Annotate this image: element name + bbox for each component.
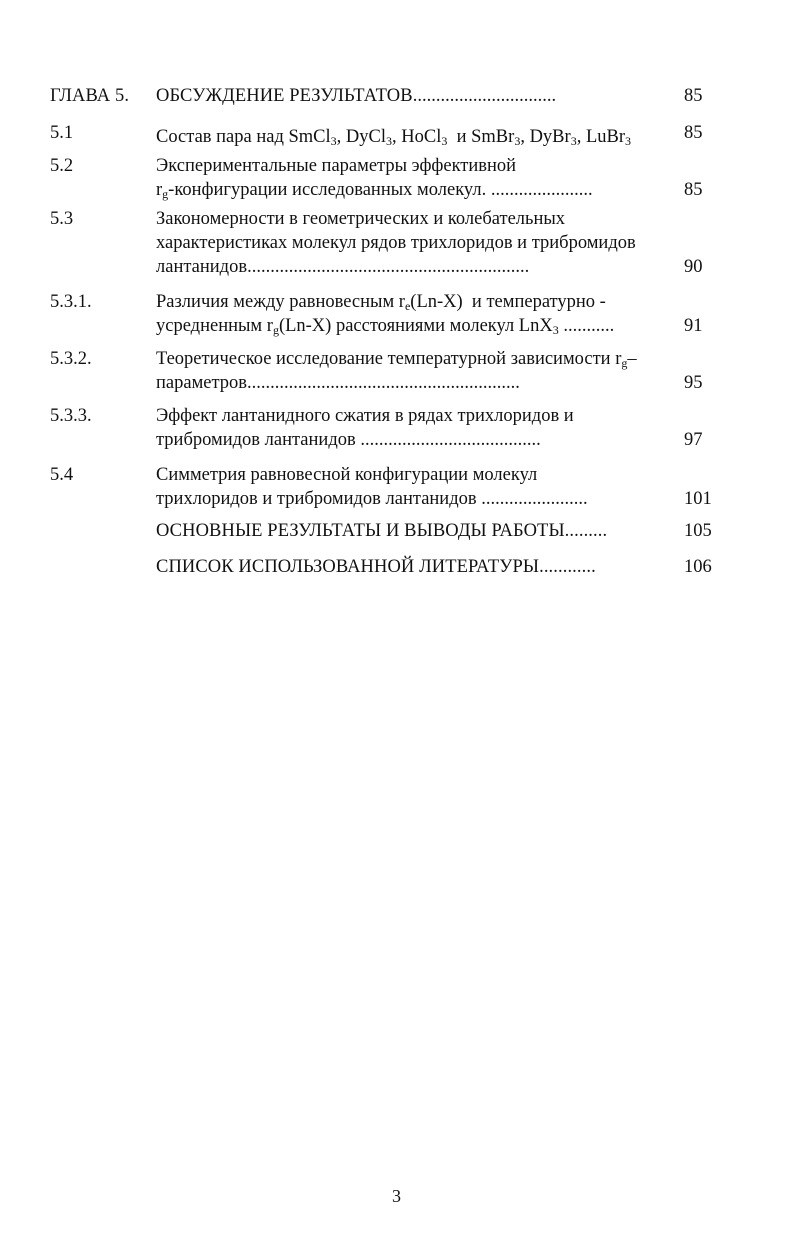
toc-entry-5-1: [50, 121, 750, 149]
toc-entry-number: 5.3: [50, 209, 74, 229]
toc-entry-5-3-1: [50, 290, 750, 338]
toc-entry-5-2: [50, 154, 750, 202]
toc-entry-5-4: [50, 463, 750, 511]
toc-entry-number: 5.3.1.: [50, 292, 92, 312]
toc-entry-title: [156, 84, 666, 108]
title-text: r: [156, 180, 163, 200]
title-text: , LuBr: [576, 127, 625, 147]
title-text: Теоретическое исследование температурной зависимости r: [156, 349, 622, 369]
toc-entry-results: [50, 519, 750, 543]
toc-entry-page: 85: [684, 86, 703, 106]
toc-entry-5-3-3: [50, 404, 750, 452]
toc-entry-5-3: [50, 207, 750, 279]
toc-entry-title: [156, 519, 666, 543]
page-number: 3: [392, 1186, 401, 1206]
toc-entry-number: 5.1: [50, 123, 74, 143]
toc-entry-page: 97: [684, 430, 703, 450]
toc-entry-number: ГЛАВА 5.: [50, 86, 130, 106]
title-text: , DyCl: [336, 127, 386, 147]
toc-entry-literature: [50, 555, 750, 579]
toc-entry-page: 90: [684, 257, 703, 277]
toc-entry-page: 95: [684, 373, 703, 393]
title-line: СПИСОК ИСПОЛЬЗОВАННОЙ ЛИТЕРАТУРЫ............: [156, 557, 596, 577]
subscript: 3: [330, 134, 337, 148]
title-line: трихлоридов и трибромидов лантанидов .......................: [156, 489, 588, 509]
title-text: Различия между равновесным r: [156, 292, 405, 312]
dot-leader: ...............................: [412, 86, 557, 106]
title-line: Симметрия равновесной конфигурации молекул: [156, 465, 538, 485]
subscript: 3: [386, 134, 392, 148]
toc-entry-title: [156, 347, 666, 395]
toc-entry-title: [156, 463, 666, 511]
toc-entry-title: [156, 207, 666, 279]
title-text: , HoCl: [392, 127, 442, 147]
title-text: , DyBr: [520, 127, 571, 147]
chapter-title: ОБСУЖДЕНИЕ РЕЗУЛЬТАТОВ: [156, 86, 413, 106]
title-line: Закономерности в геометрических и колебательных: [156, 209, 566, 229]
toc-entry-title: [156, 555, 666, 579]
toc-entry-number: [50, 555, 156, 579]
subscript: 3: [514, 134, 521, 148]
title-text: (Ln-X) расстояниями молекул LnX: [278, 316, 553, 336]
toc-entry-title: [156, 404, 666, 452]
toc-entry-page: 85: [684, 180, 703, 200]
subscript: 3: [625, 134, 631, 148]
subscript: g: [162, 187, 169, 201]
toc-entry-number: [50, 519, 156, 543]
toc-entry-number: 5.3.2.: [50, 349, 92, 369]
title-line: характеристиках молекул рядов трихлоридов и трибромидов: [156, 233, 636, 253]
toc-entry-5-3-2: [50, 347, 750, 395]
subscript: g: [272, 323, 279, 337]
title-text: –: [627, 349, 637, 369]
toc-entry-page: 101: [684, 489, 712, 509]
title-line: трибромидов лантанидов .......................................: [156, 430, 541, 450]
title-line: ОСНОВНЫЕ РЕЗУЛЬТАТЫ И ВЫВОДЫ РАБОТЫ.........: [156, 521, 608, 541]
subscript: g: [621, 356, 628, 370]
subscript: 3: [441, 134, 448, 148]
toc-entry-page: 106: [684, 557, 712, 577]
toc-entry-title: [156, 154, 666, 202]
toc-entry-title: [156, 121, 666, 149]
subscript: e: [404, 299, 411, 313]
toc-entry-number: 5.2: [50, 156, 74, 176]
title-text: -конфигурации исследованных молекул. ......................: [168, 180, 593, 200]
title-line: лантанидов.............................................................: [156, 257, 530, 277]
toc-entry-page: 91: [684, 316, 703, 336]
toc-entry-number: 5.4: [50, 465, 74, 485]
subscript: 3: [552, 323, 559, 337]
title-text: усредненным r: [156, 316, 273, 336]
title-line: Эффект лантанидного сжатия в рядах трихлоридов и: [156, 406, 574, 426]
title-line: параметров...........................................................: [156, 373, 520, 393]
subscript: 3: [570, 134, 577, 148]
title-text: и SmBr: [447, 127, 515, 147]
toc-entry-title: [156, 290, 666, 338]
table-of-contents: [50, 84, 750, 579]
toc-entry-page: 85: [684, 123, 703, 143]
toc-entry-chapter-5: [50, 84, 750, 108]
toc-entry-page: 105: [684, 521, 712, 541]
title-text: Состав пара над SmCl: [156, 127, 331, 147]
title-line: Экспериментальные параметры эффективной: [156, 156, 517, 176]
title-text: (Ln-X) и температурно -: [410, 292, 606, 312]
toc-entry-number: 5.3.3.: [50, 406, 92, 426]
title-text: ...........: [558, 316, 615, 336]
